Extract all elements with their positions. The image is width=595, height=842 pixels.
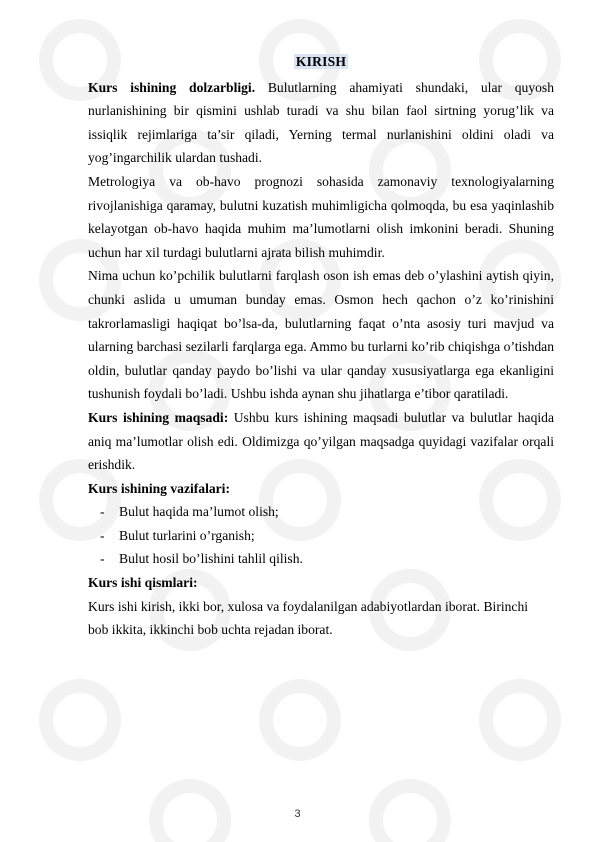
tasks-list: [88, 500, 554, 571]
paragraph-3: Nima uchun ko’pchilik bulutlarni farqlash oson ish emas deb o’ylashini aytish qiyin, chunki aslida u umuman bunday emas. Osmon hech qachon o’z ko’rinishini takrorlamasligi haqiqat bo’lsa-da, bulutlarning faqat o’nta asosiy turi mavjud va ularning barchasi sezilarli farqlarga ega. Ammo bu turlarni ko’rib chiqishga o’tishdan oldin, bulutlar qanday paydo bo’lishi va ular qanday xususiyatlarga ega ekanligini tushunish foydali bo’ladi. Ushbu ishda aynan shu jihatlarga e’tibor qaratiladi.: [88, 268, 554, 402]
document-page: [88, 50, 554, 642]
goal-heading: Kurs ishining maqsadi:: [88, 409, 229, 425]
parts-heading: Kurs ishi qismlari:: [88, 575, 198, 591]
list-dash: -: [100, 504, 105, 520]
tasks-heading: Kurs ishining vazifalari:: [88, 480, 230, 496]
parts-line-2: bob ikkita, ikkinchi bob uchta rejadan iborat.: [88, 622, 333, 638]
paragraph-2: Metrologiya va ob-havo prognozi sohasida zamonaviy texnologiyalarning rivojlanishiga qaramay, bulutni kuzatish muhimligicha qolmoqda, bu esa yaqinlashib kelayotgan ob-havo haqida muhim ma’lumotlarni olish imkonini beradi. Shuning uchun har xil turdagi bulutlarni ajrata bilish muhimdir.: [88, 173, 554, 260]
title-text: KIRISH: [295, 54, 347, 69]
document-title: [88, 50, 554, 74]
intro-heading: Kurs ishining dolzarbligi.: [88, 79, 256, 95]
list-dash: -: [100, 551, 105, 567]
list-dash: -: [100, 527, 105, 543]
list-item-text: Bulut hosil bo’lishini tahlil qilish.: [119, 551, 303, 567]
list-item-text: Bulut haqida ma’lumot olish;: [119, 504, 279, 520]
list-item: [88, 547, 554, 571]
list-item: [88, 500, 554, 524]
list-item-text: Bulut turlarini o’rganish;: [119, 527, 255, 543]
page-number: 3: [294, 808, 301, 820]
list-item: [88, 524, 554, 548]
parts-line-1: Kurs ishi kirish, ikki bor, xulosa va foydalanilgan adabiyotlardan iborat. Birinchi: [88, 598, 529, 614]
goal-text: Ushbu kurs ishining maqsadi bulutlar va bulutlar haqida aniq ma’lumotlar olish edi. Oldimizga qo’yilgan maqsadga quyidagi vazifalar orqali erishdik.: [88, 409, 554, 473]
goal-paragraph: [88, 406, 554, 477]
intro-paragraph: [88, 76, 554, 170]
intro-text: Bulutlarning ahamiyati shundaki, ular quyosh nurlanishining bir qismini ushlab turadi va shu bilan faol sirtning yorug’lik va issiqlik rejimlariga ta’sir qiladi, Yerning termal nurlanishini oldini oladi va yog’ingarchilik ulardan tushadi.: [88, 79, 555, 166]
